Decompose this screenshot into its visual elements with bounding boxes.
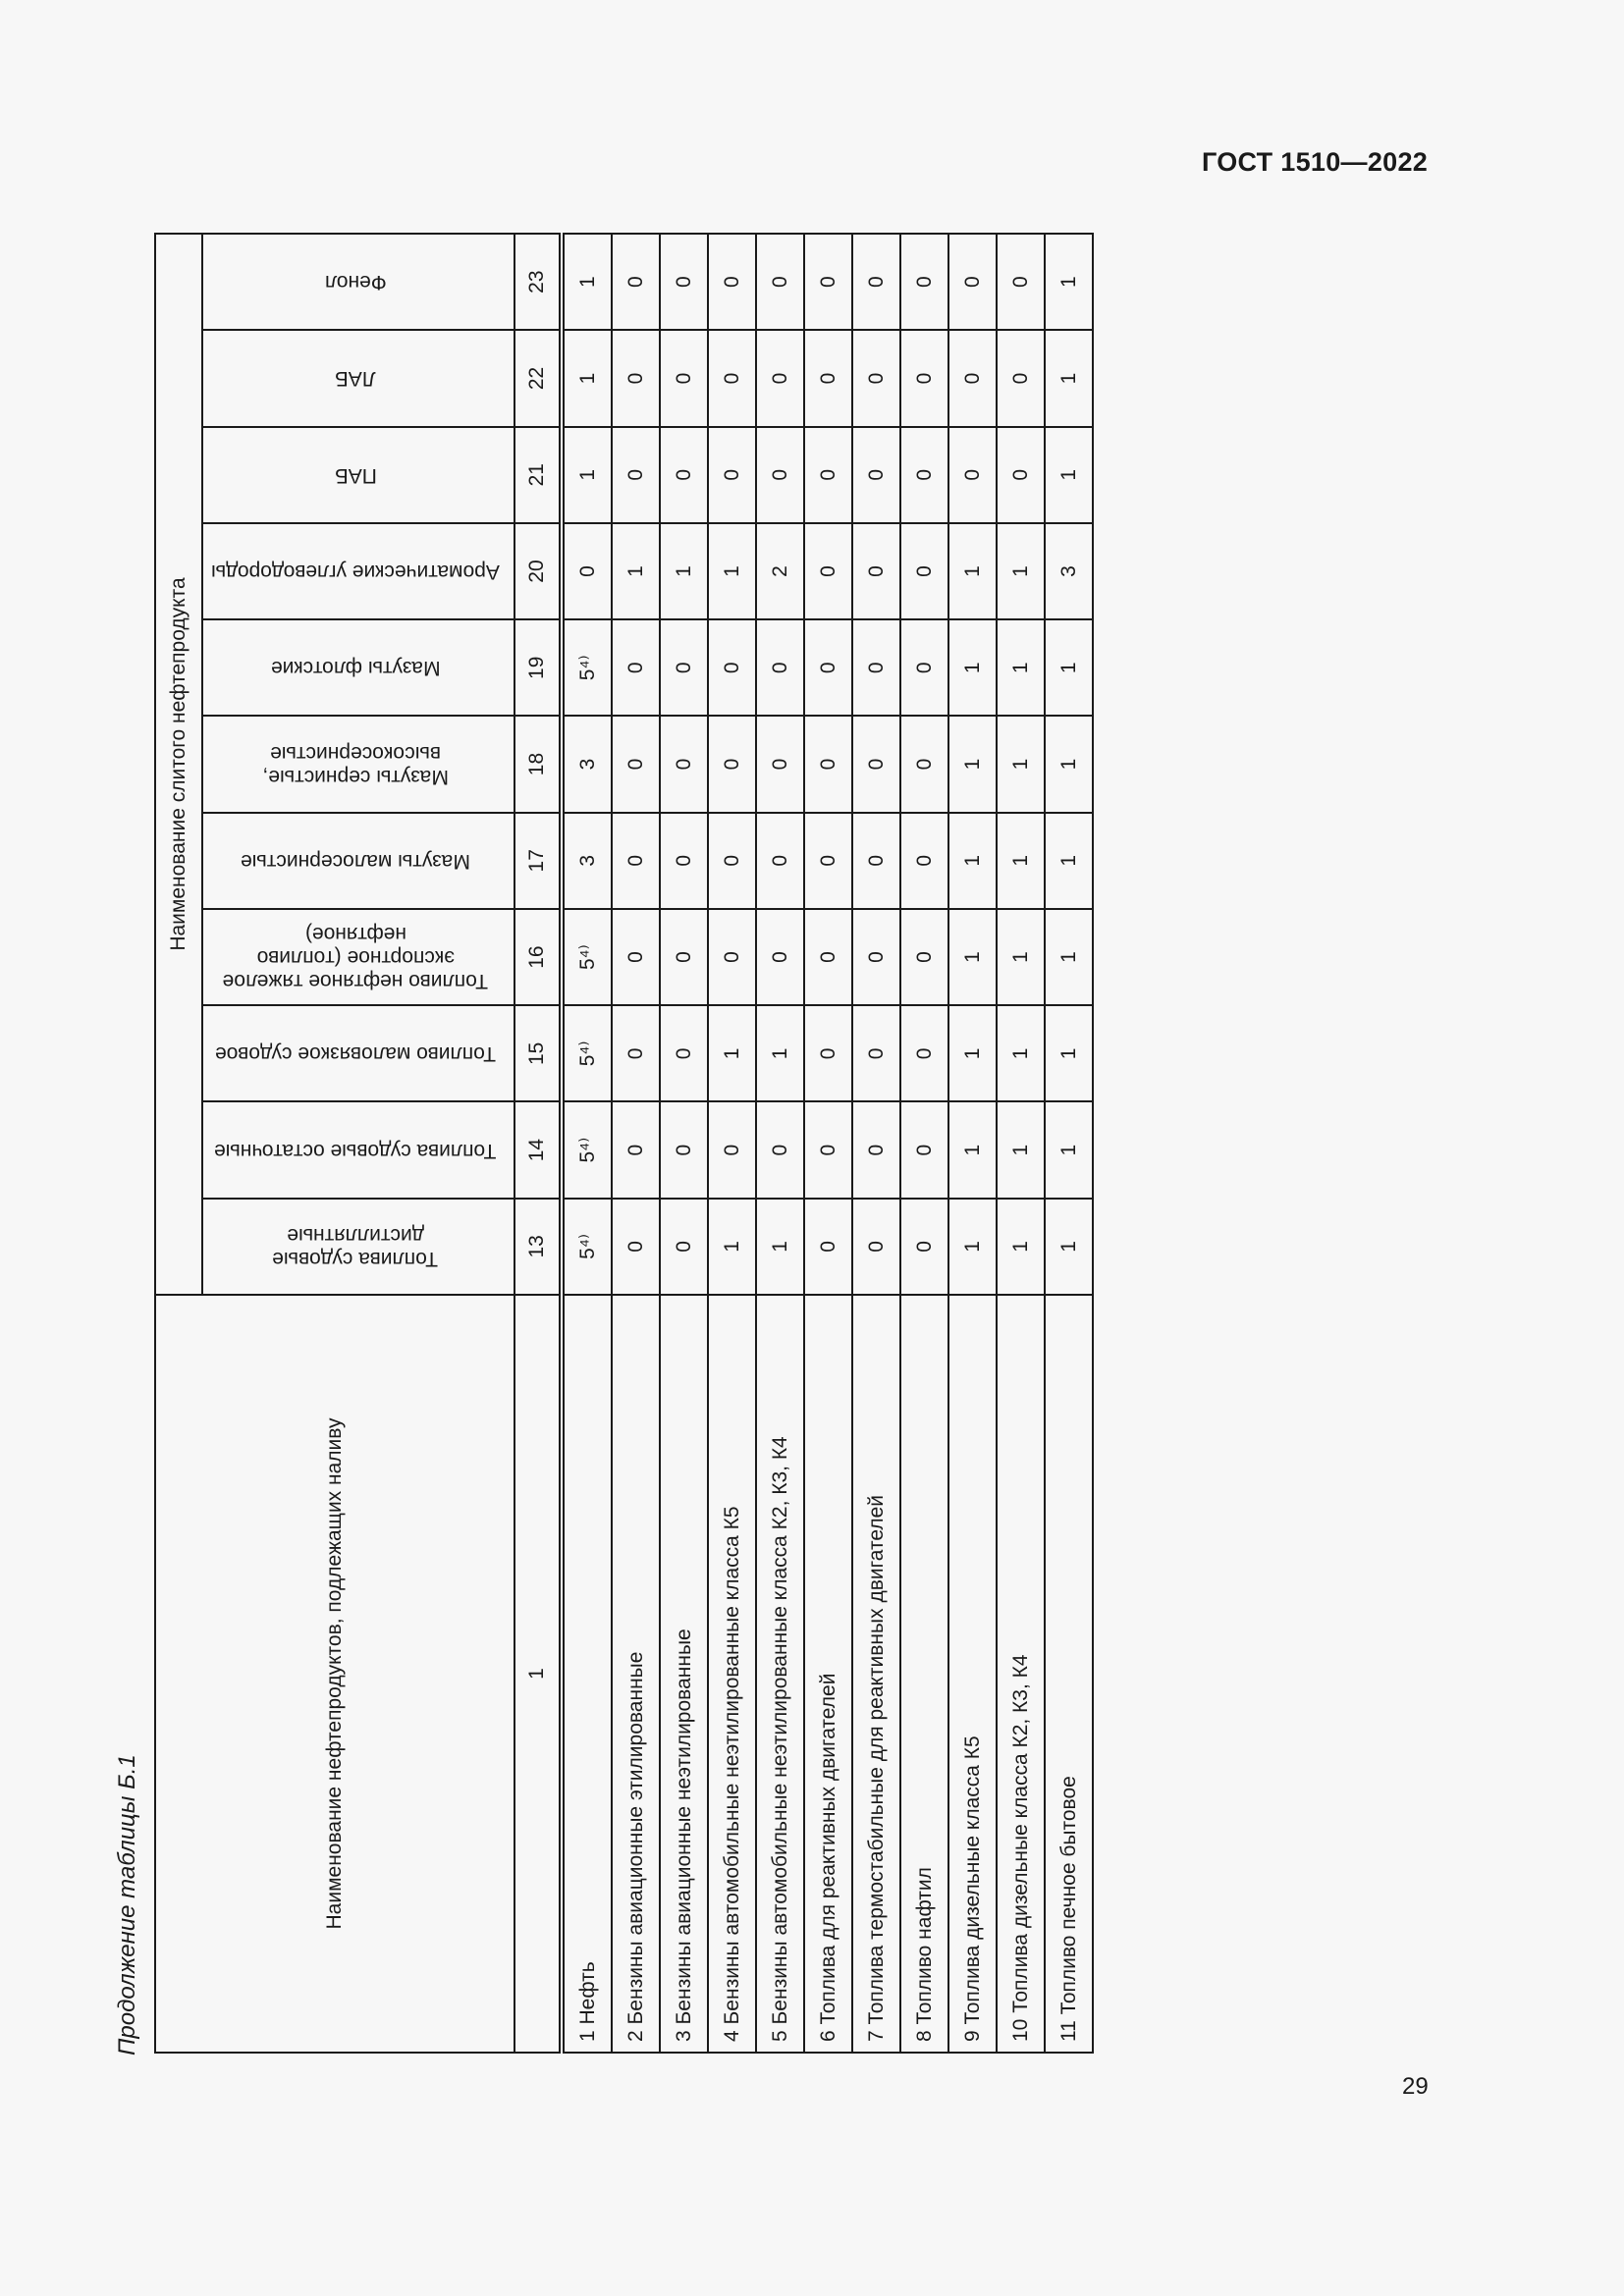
column-header [202,427,514,523]
row-name: 3 Бензины авиационные неэтилированные [660,1295,708,2053]
table-body [562,234,1093,2053]
table-cell: 5⁴⁾ [562,1199,612,1295]
table-row [948,234,997,2053]
table-cell: 0 [900,234,948,330]
table-row [708,234,756,2053]
table-cell: 0 [612,716,660,812]
table-cell: 1 [1045,1101,1093,1198]
table-cell: 1 [997,1005,1045,1101]
table-cell: 0 [756,1101,804,1198]
table-cell: 1 [708,1199,756,1295]
page-number: 29 [1402,2073,1429,2100]
table-cell: 1 [997,813,1045,909]
table-cell: 1 [948,716,997,812]
table-cell: 0 [660,1005,708,1101]
table-cell: 0 [660,1199,708,1295]
table-cell: 1 [997,619,1045,716]
column-header-label: ЛАБ [335,367,376,391]
column-header [202,523,514,619]
table-cell: 1 [708,1005,756,1101]
table-cell: 1 [756,1199,804,1295]
column-header [202,619,514,716]
table-cell: 5⁴⁾ [562,1005,612,1101]
table-caption: Продолжение таблицы Б.1 [114,1754,140,2056]
table-cell: 0 [612,427,660,523]
column-header-label: Топливо нефтяное тяжелое экспортное (топливо нефтяное) [222,923,489,993]
table-cell: 1 [562,234,612,330]
column-number: 14 [514,1101,562,1198]
table-cell: 0 [900,330,948,426]
table-cell: 1 [756,1005,804,1101]
table-cell: 0 [900,619,948,716]
table-cell: 0 [756,619,804,716]
table-cell: 0 [948,330,997,426]
column-number: 18 [514,716,562,812]
table-row [612,234,660,2053]
name-column-header: Наименование нефтепродуктов, подлежащих наливу [155,1295,514,2053]
column-number: 22 [514,330,562,426]
row-name: 1 Нефть [562,1295,612,2053]
column-header [202,1199,514,1295]
column-header [202,1101,514,1198]
table-cell: 0 [852,909,900,1005]
column-number: 17 [514,813,562,909]
table-cell: 0 [804,619,852,716]
table-cell: 0 [900,1199,948,1295]
table-cell: 0 [948,427,997,523]
table-cell: 0 [708,427,756,523]
column-header [202,1005,514,1101]
table-row [756,234,804,2053]
table-cell: 0 [852,716,900,812]
table-cell: 5⁴⁾ [562,909,612,1005]
table-cell: 0 [900,813,948,909]
table-cell: 0 [804,909,852,1005]
table-cell: 0 [756,909,804,1005]
table-cell: 1 [997,1101,1045,1198]
column-header-label: Топливо маловязкое судовое [215,1042,496,1066]
table-cell: 0 [804,716,852,812]
row-name: 9 Топлива дизельные класса К5 [948,1295,997,2053]
table-cell: 0 [804,1101,852,1198]
table-row [852,234,900,2053]
table-cell: 0 [612,909,660,1005]
column-header [202,813,514,909]
table-cell: 0 [900,716,948,812]
table-cell: 0 [708,813,756,909]
column-number: 13 [514,1199,562,1295]
column-header [202,909,514,1005]
column-header-label: Фенол [324,271,387,294]
column-header-label: ПАБ [334,463,377,487]
table-cell: 1 [612,523,660,619]
table-cell: 0 [900,1101,948,1198]
table-cell: 0 [852,1005,900,1101]
table-cell: 1 [1045,909,1093,1005]
compatibility-table [154,233,1094,2054]
table-cell: 0 [612,234,660,330]
column-number: 19 [514,619,562,716]
table-cell: 0 [612,1199,660,1295]
table-cell: 0 [804,427,852,523]
table-cell: 1 [997,523,1045,619]
table-cell: 3 [562,813,612,909]
table-cell: 0 [660,813,708,909]
table-cell: 0 [708,330,756,426]
column-header-label: Ароматические углеводороды [211,561,500,584]
table-cell: 0 [756,716,804,812]
table-cell: 1 [1045,427,1093,523]
row-name: 8 Топливо нафтил [900,1295,948,2053]
table-cell: 0 [660,330,708,426]
column-header-label: Мазуты сернистые, высокосернистые [262,741,449,788]
table-cell: 1 [562,427,612,523]
table-row [997,234,1045,2053]
row-name: 6 Топлива для реактивных двигателей [804,1295,852,2053]
group-header: Наименование слитого нефтепродукта [155,234,202,1295]
column-header-label: Мазуты флотские [270,657,441,680]
table-cell: 1 [1045,1199,1093,1295]
column-number: 15 [514,1005,562,1101]
table-cell: 0 [852,523,900,619]
table-cell: 0 [852,1101,900,1198]
table-cell: 1 [660,523,708,619]
column-number: 23 [514,234,562,330]
table-cell: 0 [900,1005,948,1101]
table-cell: 1 [948,909,997,1005]
table-cell: 0 [804,1005,852,1101]
table-cell: 0 [660,234,708,330]
table-cell: 1 [948,1101,997,1198]
table-cell: 0 [756,427,804,523]
table-cell: 0 [852,813,900,909]
table-cell: 0 [900,427,948,523]
column-number: 20 [514,523,562,619]
table-cell: 0 [660,619,708,716]
table-cell: 0 [804,234,852,330]
table-cell: 5⁴⁾ [562,619,612,716]
table-cell: 0 [708,909,756,1005]
table-cell: 2 [756,523,804,619]
row-name: 4 Бензины автомобильные неэтилированные класса К5 [708,1295,756,2053]
table-row [804,234,852,2053]
table-cell: 1 [997,909,1045,1005]
table-cell: 1 [948,1199,997,1295]
table-cell: 1 [997,1199,1045,1295]
table-cell: 0 [660,909,708,1005]
table-row [660,234,708,2053]
column-header-label: Топлива судовые остаточные [214,1139,497,1162]
table-cell: 1 [948,1005,997,1101]
table-cell: 1 [708,523,756,619]
table-cell: 0 [804,1199,852,1295]
column-header-label: Топлива судовые дистиллятные [272,1223,439,1270]
table-cell: 0 [756,813,804,909]
column-number: 1 [514,1295,562,2053]
table-cell: 1 [1045,716,1093,812]
table-cell: 0 [997,234,1045,330]
table-cell: 1 [1045,234,1093,330]
table-cell: 0 [612,330,660,426]
table-cell: 0 [562,523,612,619]
table-cell: 0 [852,330,900,426]
row-name: 10 Топлива дизельные класса К2, К3, К4 [997,1295,1045,2053]
table-cell: 0 [900,523,948,619]
row-name: 5 Бензины автомобильные неэтилированные класса К2, К3, К4 [756,1295,804,2053]
row-name: 2 Бензины авиационные этилированные [612,1295,660,2053]
table-cell: 0 [660,1101,708,1198]
table-cell: 0 [804,330,852,426]
table-cell: 0 [612,1101,660,1198]
column-header [202,716,514,812]
table-cell: 0 [708,716,756,812]
table-cell: 0 [804,813,852,909]
table-cell: 1 [1045,330,1093,426]
table-cell: 0 [660,427,708,523]
header-row [155,234,202,2053]
table-cell: 0 [900,909,948,1005]
table-cell: 0 [708,1101,756,1198]
row-name: 11 Топливо печное бытовое [1045,1295,1093,2053]
table-cell: 0 [852,427,900,523]
document-id: ГОСТ 1510—2022 [1202,147,1429,177]
table-cell: 0 [852,619,900,716]
table-cell: 5⁴⁾ [562,1101,612,1198]
table-cell: 1 [1045,813,1093,909]
table-cell: 1 [948,523,997,619]
table-cell: 0 [612,619,660,716]
table-cell: 0 [708,619,756,716]
table-cell: 1 [1045,1005,1093,1101]
table-cell: 1 [997,716,1045,812]
table-cell: 0 [997,330,1045,426]
table-cell: 0 [852,1199,900,1295]
table-container [154,235,1098,2054]
row-name: 7 Топлива термостабильные для реактивных двигателей [852,1295,900,2053]
column-header-label: Мазуты малосернистые [241,849,470,873]
table-cell: 3 [562,716,612,812]
table-cell: 0 [948,234,997,330]
table-cell: 1 [948,813,997,909]
table-cell: 0 [612,813,660,909]
table-row [1045,234,1093,2053]
table-cell: 0 [997,427,1045,523]
table-cell: 1 [562,330,612,426]
table-cell: 1 [948,619,997,716]
column-number: 21 [514,427,562,523]
table-cell: 0 [756,330,804,426]
table-row [900,234,948,2053]
table-row [562,234,612,2053]
table-cell: 0 [612,1005,660,1101]
table-cell: 3 [1045,523,1093,619]
column-header [202,234,514,330]
column-header [202,330,514,426]
table-cell: 0 [660,716,708,812]
column-number: 16 [514,909,562,1005]
table-cell: 0 [804,523,852,619]
column-numbers-row [514,234,562,2053]
table-cell: 1 [1045,619,1093,716]
table-cell: 0 [852,234,900,330]
table-cell: 0 [756,234,804,330]
table-cell: 0 [708,234,756,330]
